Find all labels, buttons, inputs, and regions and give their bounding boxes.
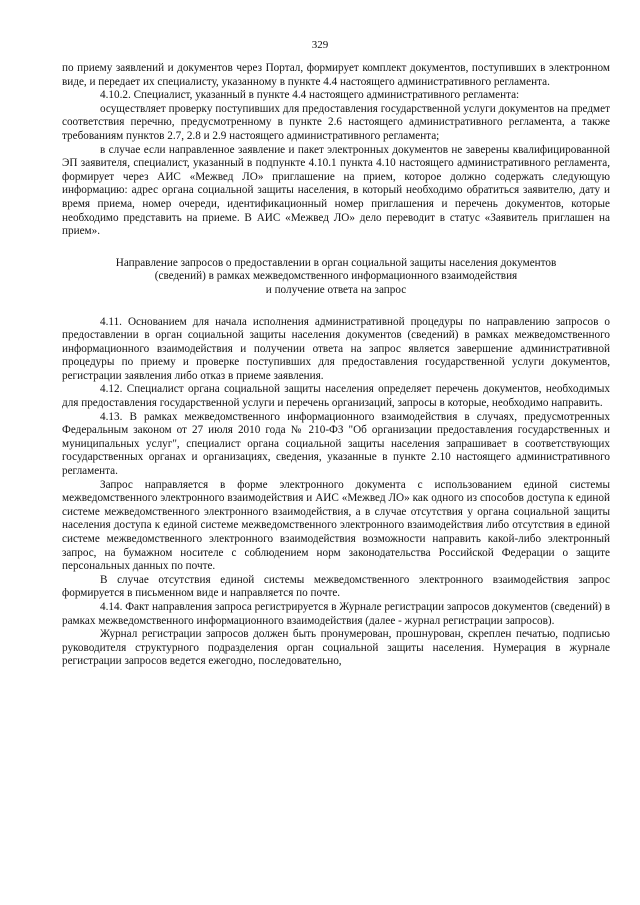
- paragraph-4-10-2: 4.10.2. Специалист, указанный в пункте 4.4 настоящего административного регламента:: [100, 89, 520, 102]
- paragraph-4-13: 4.13. В рамках межведомственного информационного взаимодействия в случаях, предусмотренных Федеральным законом от 27 июля 2010 года № 210-ФЗ "Об организации предоставления государственных и муниципальных услуг", специалист органа социальной защиты населения запрашивает в соответствующих государственных органах и организациях, сведения, указанные в пункте 2.10 настоящего административного регламента.: [62, 410, 610, 478]
- paragraph-paper-request: В случае отсутствия единой системы межведомственного электронного взаимодействия запрос формируется в письменном виде и направляется по почте.: [62, 573, 610, 600]
- section-heading-line-2: (сведений) в рамках межведомственного информационного взаимодействия: [154, 270, 518, 283]
- section-heading-line-1: Направление запросов о предоставлении в орган социальной защиты населения документов: [115, 256, 557, 269]
- paragraph-invitation: в случае если направленное заявление и пакет электронных документов не заверены квалифицированной ЭП заявителя, специалист, указанный в подпункте 4.10.1 пункта 4.10 настоящего административного регламента, формирует через АИС «Межвед ЛО» приглашение на прием, которое должно содержать следующую информацию: адрес органа социальной защиты населения, в который необходимо обратиться заявителю, дату и время приема, номер очереди, идентификационный номер приглашения и перечень документов, которые необходимо представить на приеме. В АИС «Межвед ЛО» дело переводит в статус «Заявитель приглашен на прием».: [62, 143, 610, 238]
- paragraph-journal: Журнал регистрации запросов должен быть пронумерован, прошнурован, скреплен печатью, подписью руководителя структурного подразделения орган социальной защиты населения. Нумерация в журнале регистрации запросов ведется ежегодно, последовательно,: [62, 628, 610, 668]
- paragraph-continuation: по приему заявлений и документов через Портал, формирует комплект документов, поступивших в электронном виде, и передает их специалисту, указанному в пункте 4.4 настоящего административного регламента.: [62, 62, 610, 88]
- page-number: 329: [311, 39, 329, 51]
- document-body: [62, 62, 610, 669]
- paragraph-request-form: Запрос направляется в форме электронного документа с использованием единой системы межведомственного электронного взаимодействия и АИС «Межвед ЛО» как одного из способов доступа к единой системе межведомственного электронного взаимодействия, а в случае отсутствия у органа социальной защиты населения доступа к единой системе межведомственного электронного взаимодействия либо отсутствия в единой системе межведомственного электронного взаимодействия возможности направить какой-либо электронный запрос, на бумажном носителе с соблюдением норм законодательства Российской Федерации о защите персональных данных по почте.: [62, 478, 610, 573]
- paragraph-4-12: 4.12. Специалист органа социальной защиты населения определяет перечень документов, необходимых для предоставления государственной услуги и перечень организаций, запросы в которые, необходимо направить.: [62, 383, 610, 410]
- section-heading-line-3: и получение ответа на запрос: [265, 283, 407, 296]
- paragraph-4-11: 4.11. Основанием для начала исполнения административной процедуры по направлению запросов о предоставлении в орган социальной защиты населения документов (сведений) в рамках межведомственного информационного взаимодействия и получении ответа на запрос является завершение административной процедуры по приему и проверке поступивших для предоставления государственной услуги документов, регистрации заявления либо отказ в приеме заявления.: [62, 315, 610, 382]
- paragraph-verification: осуществляет проверку поступивших для предоставления государственной услуги документов на предмет соответствия перечню, предусмотренному в пункте 2.6 настоящего административного регламента, а также требованиям пунктов 2.7, 2.8 и 2.9 настоящего административного регламента;: [62, 102, 610, 142]
- paragraph-4-14: 4.14. Факт направления запроса регистрируется в Журнале регистрации запросов документов (сведений) в рамках межведомственного информационного взаимодействия (далее - журнал регистрации запросов).: [62, 600, 610, 627]
- section-heading: [62, 257, 610, 298]
